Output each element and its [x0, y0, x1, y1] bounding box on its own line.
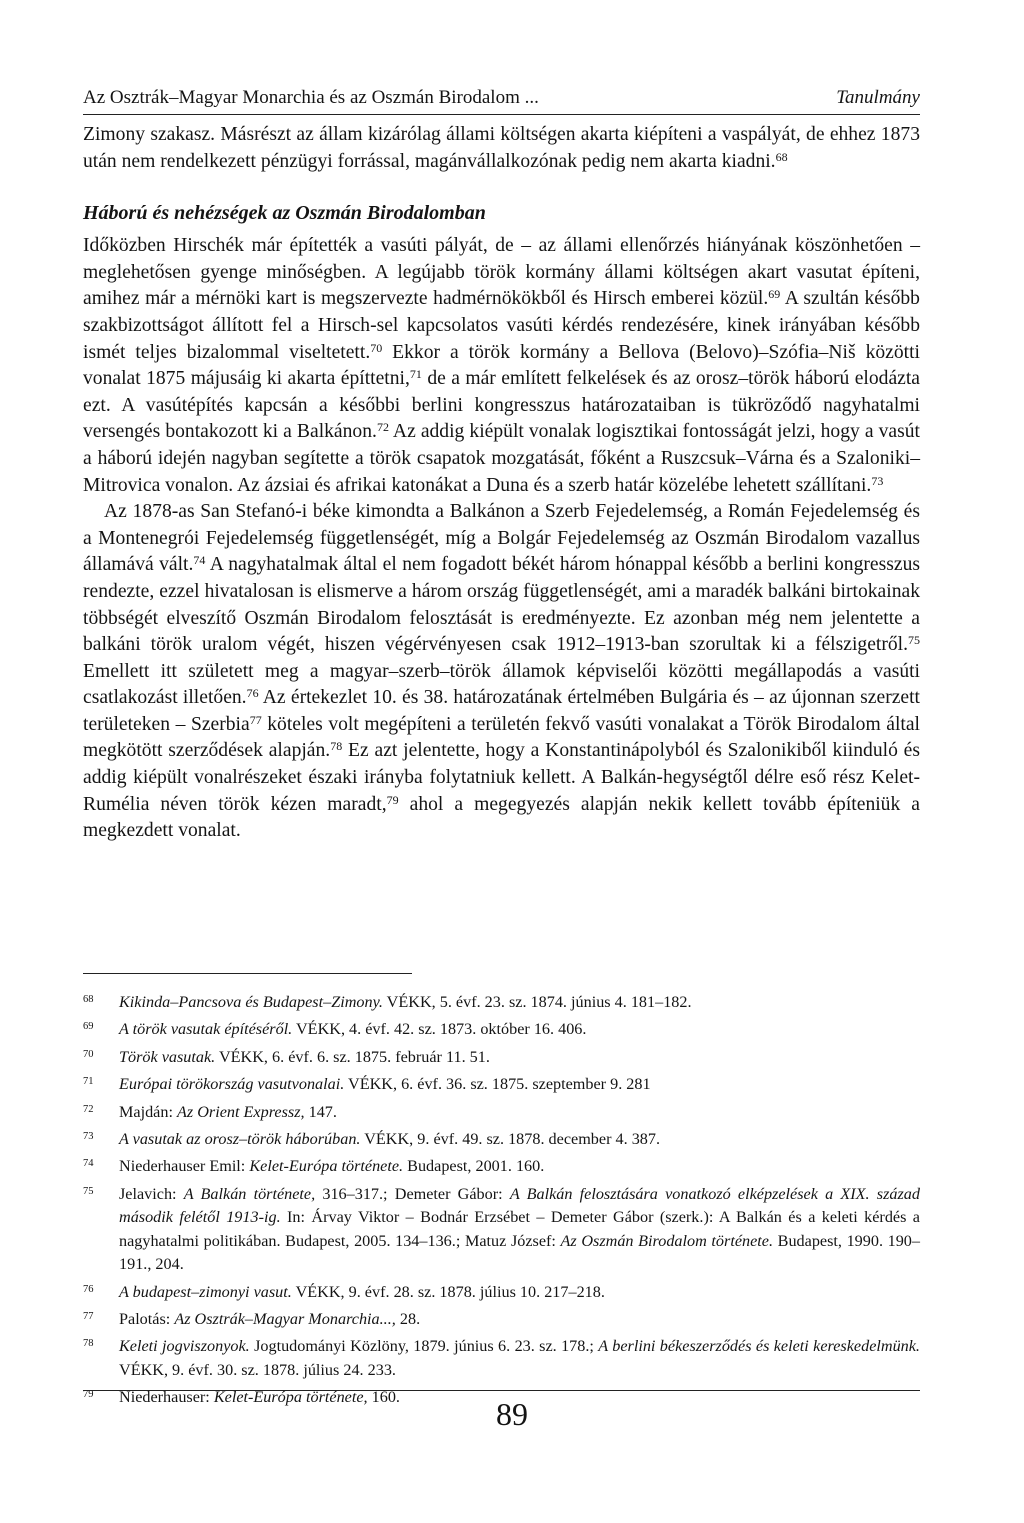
- header-section-label: Tanulmány: [836, 87, 920, 108]
- footnotes: [83, 991, 920, 1414]
- header-title: Az Osztrák–Magyar Monarchia és az Oszmán Birodalom ...: [83, 87, 539, 108]
- footnote-title: Török vasutak.: [119, 1047, 216, 1066]
- footnote-title: Kelet-Európa története.: [249, 1157, 404, 1176]
- footnote-text: Palotás:: [119, 1310, 175, 1329]
- footnote-title: Az Oszmán Birodalom története.: [560, 1231, 774, 1250]
- footnote-ref-78[interactable]: 78: [330, 739, 343, 754]
- footnote-title: A török vasutak építéséről.: [119, 1020, 293, 1039]
- footnote-number: 74: [83, 1158, 94, 1170]
- footnote-text: Jelavich:: [119, 1184, 184, 1203]
- footnote-title: A Balkán története,: [183, 1184, 316, 1203]
- footnote: [83, 1308, 920, 1332]
- footnote-number: 78: [83, 1338, 94, 1350]
- footnote-text: 147.: [304, 1102, 337, 1121]
- footnote-title: Keleti jogviszonyok.: [119, 1337, 250, 1356]
- footnote-number: 76: [83, 1283, 94, 1295]
- footnote-text: VÉKK, 5. évf. 23. sz. 1874. június 4. 181–182.: [382, 993, 692, 1011]
- footnote-ref-72[interactable]: 72: [376, 420, 389, 435]
- footnote-title: Az Orient Expressz,: [177, 1102, 305, 1121]
- body-text: [83, 122, 920, 845]
- footnote-ref-70[interactable]: 70: [370, 340, 383, 355]
- page-number: 89: [496, 1396, 528, 1432]
- footnote-number: 73: [83, 1130, 94, 1142]
- footnote-text: 160.: [367, 1388, 400, 1407]
- footnote-text: 28.: [395, 1310, 421, 1329]
- footnote-ref-68[interactable]: 68: [775, 149, 788, 164]
- footnote-number: 71: [83, 1076, 94, 1088]
- footnote-number: 79: [83, 1389, 94, 1401]
- bottom-rule: [83, 1390, 920, 1391]
- footnote-text: VÉKK, 9. évf. 28. sz. 1878. július 10. 217–218.: [291, 1282, 605, 1301]
- footnote-number: 69: [83, 1021, 94, 1033]
- running-header: [83, 86, 920, 115]
- footnote-title: Az Osztrák–Magyar Monarchia...,: [174, 1310, 396, 1329]
- footnote-ref-69[interactable]: 69: [768, 287, 781, 302]
- footnote: [83, 1183, 920, 1277]
- footnote-ref-74[interactable]: 74: [193, 553, 206, 568]
- footnote-number: 72: [83, 1103, 94, 1115]
- footnote: [83, 991, 920, 1015]
- footnote-title: A vasutak az orosz–török háborúban.: [119, 1129, 361, 1148]
- footnote-title: A Balkán felosztására vonatkozó elképzelések a XIX. század második felétől 1913-ig.: [119, 1184, 920, 1227]
- footnote-separator: [83, 973, 412, 974]
- footnote-text: VÉKK, 6. évf. 6. sz. 1875. február 11. 51.: [215, 1047, 490, 1066]
- footnote: [83, 1073, 920, 1097]
- footnote-text: VÉKK, 6. évf. 36. sz. 1875. szeptember 9. 281: [344, 1075, 651, 1094]
- footnote-ref-75[interactable]: 75: [908, 633, 920, 648]
- footnote-title: Kelet-Európa története,: [213, 1388, 368, 1407]
- footnote-ref-77[interactable]: 77: [249, 712, 262, 727]
- footnote-text: Niederhauser Emil:: [119, 1157, 250, 1176]
- footnote: [83, 1046, 920, 1070]
- footnote-number: 68: [83, 994, 94, 1005]
- footnote-ref-73[interactable]: 73: [871, 473, 884, 488]
- footnote: [83, 1155, 920, 1179]
- footnote-text: VÉKK, 4. évf. 42. sz. 1873. október 16. 406.: [292, 1020, 587, 1039]
- footnote-text: Budapest, 1990. 190–191., 204.: [119, 1231, 920, 1274]
- footnote: [83, 1335, 920, 1382]
- footnote-text: In: Árvay Viktor – Bodnár Erzsébet – Demeter Gábor (szerk.): A Balkán és a keleti kérdés a nagyhatalmi politikában. Budapest, 2005. 134–136.; Matuz József:: [119, 1208, 920, 1250]
- footnote-title: A budapest–zimonyi vasut.: [119, 1282, 292, 1301]
- paragraph-1: Zimony szakasz. Másrészt az állam kizárólag állami költségen akarta kiépíteni a vaspályát, de ehhez 1873 után nem rendelkezett pénzügyi forrással, magánvállalkozónak pedig nem akarta kiadni.$^{68}$: [83, 124, 920, 172]
- footnote-number: 77: [83, 1311, 94, 1323]
- footnote: [83, 1128, 920, 1152]
- footnote-title: Európai törökország vasutvonalai.: [119, 1075, 345, 1094]
- paragraph-2: Időközben Hirschék már építették a vasúti pályát, de – az állami ellenőrzés hiányának köszönhetően – meglehetősen gyenge minőségben. A legújabb török kormány állami költségen akart vasutat építeni, amihez már a mérnöki kart is megszervezte hadmérnökökből és Hirsch emberei közül.$^{69}$ A szultán később szakbizottságot állított fel a Hirsch-sel kapcsolatos vasúti kérdés rendezésére, kinek irányában később ismét teljes bizalommal viseltetett.$^{70}$ Ekkor a török kormány a Bellova (Belovo)–Szófia–Niš közötti vonalat 1875 májusáig ki akarta építtetni,$^{71}$ de a már említett felkelések és az orosz–török háború elodázta ezt. A vasútépítés kapcsán a későbbi berlini kongresszus határozataiban is tükröződő nagyhatalmi versengés bontakozott ki a Balkánon.$^{72}$ Az addig kiépült vonalak logisztikai fontosságát jelzi, hogy a vasút a háború idején nagyban segítette a török csapatok mozgatását, főként a Ruszcsuk–Várna és a Szaloniki–Mitrovica vonalon. Az ázsiai és afrikai katonákat a Duna és a szerb határ közelébe lehetett szállítani.$^{73}$: [83, 235, 920, 496]
- footnote-number: 70: [83, 1048, 94, 1060]
- section-heading: Háború és nehézségek az Oszmán Birodalomban: [83, 202, 486, 225]
- footnote-text: 316–317.; Demeter Gábor:: [315, 1184, 510, 1203]
- footnote-text: Budapest, 2001. 160.: [403, 1157, 545, 1176]
- footnote-ref-71[interactable]: 71: [409, 367, 422, 382]
- footnote-text: VÉKK, 9. évf. 30. sz. 1878. július 24. 233.: [119, 1360, 396, 1379]
- footnote: [83, 1101, 920, 1125]
- footnote-text: Majdán:: [119, 1102, 177, 1121]
- paragraph-3: Az 1878-as San Stefanó-i béke kimondta a Balkánon a Szerb Fejedelemség, a Román Fejedelemség és a Montenegrói Fejedelemség függetlenségét, míg a Bolgár Fejedelemség az Oszmán Birodalom vazallus államává vált.$^{74}$ A nagyhatalmak által el nem fogadott békét három hónappal később a berlini kongresszus rendezte, ezzel hivatalosan is elismerve a három ország függetlenségét, ami a maradék balkáni birtokainak többségét elveszítő Oszmán Birodalom felosztását is eredményezte. Ez azonban még nem jelentette a balkáni török uralom végét, hiszen végérvényesen csak 1912–1913-ban szorultak ki a félszigetről.$^{75}$ Emellett itt született meg a magyar–szerb–török államok képviselői közötti megállapodás a vasúti csatlakozást illetően.$^{76}$ Az értekezlet 10. és 38. határozatának értelmében Bulgária és – az újonnan szerzett területeken – Szerbia$^{77}$ köteles volt megépíteni a területén fekvő vasúti vonalakat a Török Birodalom által megkötött szerződések alapján.$^{78}$ Ez azt jelentette, hogy a Konstantinápolyból és Szalonikiből kiinduló és addig kiépült vonalrészeket északi irányba folytatniuk kellett. A Balkán-hegységtől délre eső rész Kelet-Ruméliа néven török kézen maradt,$^{79}$ ahol a megegyezés alapján nekik kellett tovább építeniük a megkezdett vonalat.: [83, 501, 920, 842]
- footnote-text: VÉKK, 9. évf. 49. sz. 1878. december 4. 387.: [360, 1129, 661, 1148]
- footnote-title: Kikinda–Pancsova és Budapest–Zimony.: [119, 993, 383, 1011]
- footnote-ref-79[interactable]: 79: [386, 792, 399, 807]
- footnote-ref-76[interactable]: 76: [246, 686, 259, 701]
- footnote-title: A berlini békeszerződés és keleti kereskedelmünk.: [598, 1337, 920, 1356]
- footnote: [83, 1018, 920, 1042]
- footnote-number: 75: [83, 1185, 94, 1197]
- footnote-text: Jogtudományi Közlöny, 1879. június 6. 23. sz. 178.;: [249, 1337, 599, 1356]
- footnote: [83, 1281, 920, 1305]
- footnote-text: Niederhauser:: [119, 1388, 214, 1407]
